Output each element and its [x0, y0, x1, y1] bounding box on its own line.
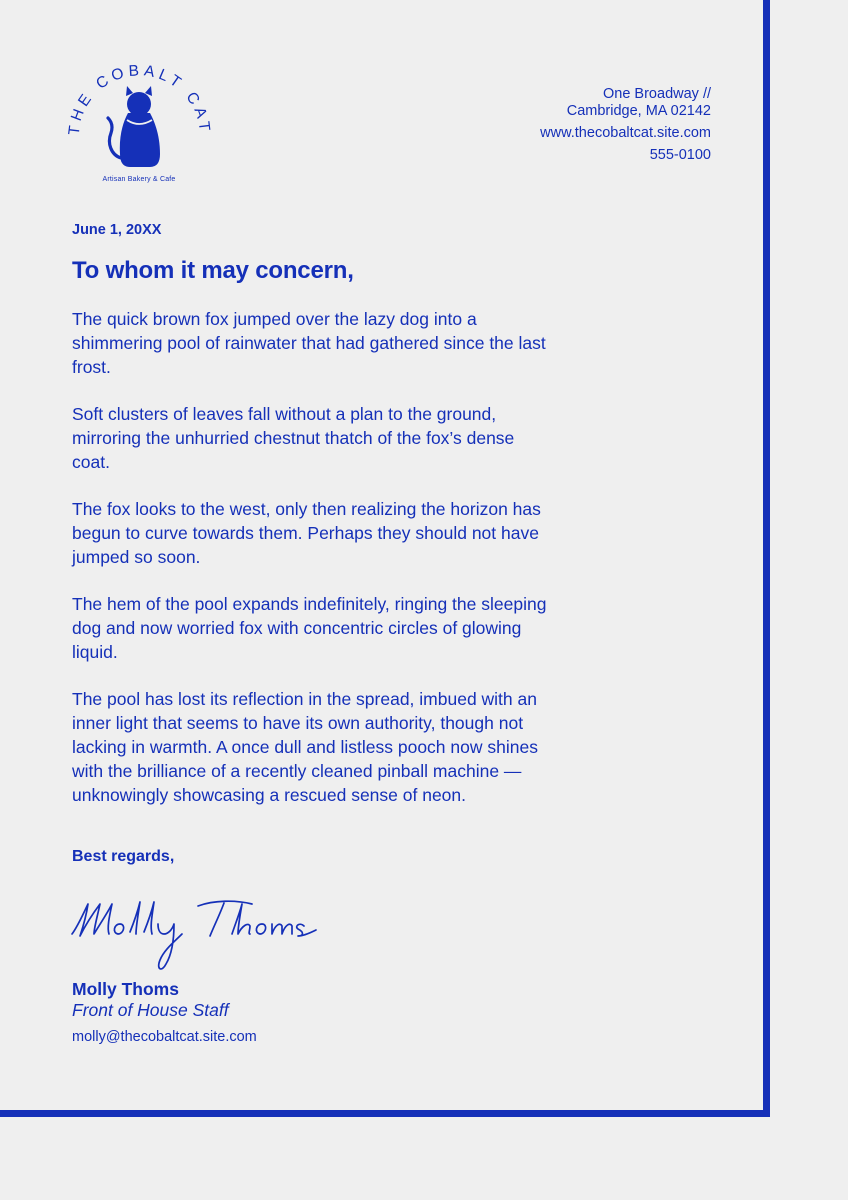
letter-paragraph: The hem of the pool expands indefinitely, ringing the sleeping dog and now worried fox with concentric circles of glowing liquid.	[72, 594, 547, 662]
website-link[interactable]: www.thecobaltcat.site.com	[540, 125, 711, 141]
letter-closing: Best regards,	[72, 848, 175, 865]
brand-name: THE COBALT CAT	[65, 62, 214, 137]
address-line2: Cambridge, MA 02142	[566, 103, 711, 119]
signer-name: Molly Thoms	[72, 979, 179, 999]
signer-email[interactable]: molly@thecobaltcat.site.com	[72, 1029, 257, 1045]
address-line1: One Broadway //	[603, 86, 711, 102]
letter-paragraph: The fox looks to the west, only then realizing the horizon has begun to curve towards them. Perhaps they should not have jumped so soon.	[72, 499, 541, 567]
handwritten-signature	[64, 890, 334, 980]
phone-number: 555-0100	[649, 147, 711, 163]
contact-block	[540, 86, 711, 164]
letter-body	[72, 307, 550, 830]
brand-logo	[64, 58, 214, 193]
letter-paragraph: The quick brown fox jumped over the lazy dog into a shimmering pool of rainwater that had gathered since the last frost.	[72, 309, 546, 377]
brand-tagline: Artisan Bakery & Cafe	[102, 176, 176, 183]
page-border-right	[763, 0, 770, 1117]
letter-paragraph: The pool has lost its reflection in the spread, imbued with an inner light that seems to have its own authority, though not lacking in warmth. A once dull and listless pooch now shines with the brilliance of a recently cleaned pinball machine — unknowingly showcasing a rescued sense of neon.	[72, 689, 538, 805]
signer-role: Front of House Staff	[72, 1000, 229, 1020]
cat-icon	[108, 86, 160, 167]
letter-date: June 1, 20XX	[72, 222, 162, 238]
page-border-bottom	[0, 1110, 770, 1117]
letter-paragraph: Soft clusters of leaves fall without a plan to the ground, mirroring the unhurried chestnut thatch of the fox’s dense coat.	[72, 404, 515, 472]
letter-salutation: To whom it may concern,	[72, 257, 354, 284]
